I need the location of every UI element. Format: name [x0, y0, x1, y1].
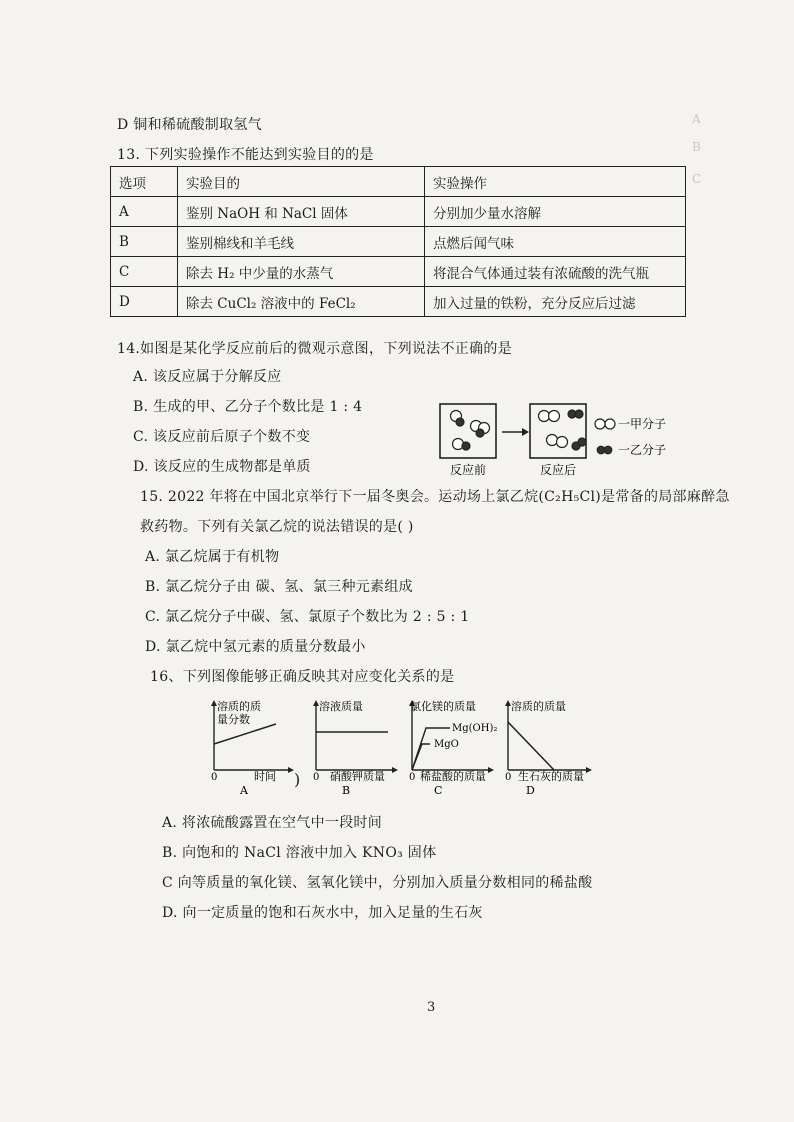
table-cell: C	[111, 257, 178, 287]
q15-option-c: C. 氯乙烷分子中碳、氢、氯原子个数比为 2 : 5 : 1	[145, 609, 470, 625]
before-label: 反应前	[450, 463, 487, 477]
graph-b-letter: B	[342, 784, 351, 797]
graph-a-curve	[214, 724, 276, 744]
graph-d-ylabel: 溶质的质量	[511, 700, 566, 713]
table-cell: A	[111, 197, 178, 227]
q16-option-b: B. 向饱和的 NaCl 溶液中加入 KNO₃ 固体	[162, 845, 437, 861]
table-header-row	[111, 167, 686, 197]
graph-b	[308, 700, 404, 797]
graph-c-origin: 0	[409, 772, 416, 783]
legend-b-label: 一乙分子	[618, 443, 667, 457]
q14-option-b: B. 生成的甲、乙分子个数比是 1 : 4	[133, 399, 363, 415]
q15-option-d: D. 氯乙烷中氢元素的质量分数最小	[145, 639, 366, 655]
q14-option-a: A. 该反应属于分解反应	[133, 369, 282, 385]
prev-option-d: D 铜和稀硫酸制取氢气	[117, 117, 262, 133]
after-label: 反应后	[540, 463, 577, 477]
q16-option-c: C 向等质量的氧化镁、氢氧化镁中，分别加入质量分数相同的稀盐酸	[162, 875, 593, 891]
q16-stem: 16、下列图像能够正确反映其对应变化关系的是	[150, 669, 455, 685]
x-axis-arrow	[488, 767, 494, 773]
graph-a-ylabel-2: 量分数	[217, 713, 250, 726]
table-cell: B	[111, 227, 178, 257]
table-cell: 除去 H₂ 中少量的水蒸气	[178, 257, 425, 287]
bleed-through-mark: B	[692, 140, 701, 154]
graph-c-letter: C	[434, 784, 443, 797]
graph-d	[500, 700, 596, 797]
graph-c-series-1: Mg(OH)₂	[452, 723, 498, 734]
q13-stem: 13. 下列实验操作不能达到实验目的的是	[117, 147, 374, 163]
q14-stem: 14.如图是某化学反应前后的微观示意图，下列说法不正确的是	[117, 341, 512, 357]
graph-d-xlabel: 生石灰的质量	[518, 770, 584, 783]
table-row	[111, 287, 686, 317]
table-header: 选项	[111, 167, 178, 197]
reaction-diagram-svg	[436, 402, 686, 478]
table-row	[111, 257, 686, 287]
before-molecules	[451, 411, 490, 451]
graph-a-xlabel: 时间	[254, 770, 276, 783]
graph-b-xlabel: 硝酸钾质量	[330, 770, 385, 783]
graph-d-origin: 0	[505, 772, 512, 783]
table-cell: 点燃后闻气味	[425, 227, 686, 257]
graph-c-ylabel: 氯化镁的质量	[410, 700, 476, 713]
q15-stem-line2: 救药物。下列有关氯乙烷的说法错误的是( )	[140, 519, 414, 535]
legend-a-label: 一甲分子	[618, 417, 667, 431]
page-number: 3	[427, 1000, 436, 1015]
graph-c-series-2: MgO	[434, 739, 459, 750]
q15-option-a: A. 氯乙烷属于有机物	[145, 549, 280, 565]
graph-a-origin: 0	[211, 772, 218, 783]
graph-a	[206, 700, 302, 797]
table-cell: D	[111, 287, 178, 317]
q16-option-a: A. 将浓硫酸露置在空气中一段时间	[162, 815, 383, 831]
table-row	[111, 227, 686, 257]
legend-b-icon	[597, 446, 612, 454]
graph-b-origin: 0	[313, 772, 320, 783]
after-molecules	[539, 410, 587, 450]
q15-option-b: B. 氯乙烷分子由 碳、氢、氯三种元素组成	[145, 579, 413, 595]
graph-a-ylabel: 溶质的质	[217, 700, 261, 713]
graph-c-xlabel: 稀盐酸的质量	[420, 770, 486, 783]
table-cell: 分别加少量水溶解	[425, 197, 686, 227]
table-cell: 鉴别棉线和羊毛线	[178, 227, 425, 257]
table-cell: 鉴别 NaOH 和 NaCl 固体	[178, 197, 425, 227]
reaction-diagram	[436, 402, 686, 478]
table-row	[111, 197, 686, 227]
graph-a-letter: A	[240, 784, 248, 797]
q16-option-d: D. 向一定质量的饱和石灰水中，加入足量的生石灰	[162, 905, 483, 921]
legend-a-icon	[595, 419, 615, 429]
graph-c	[404, 700, 500, 797]
arrow-head	[522, 428, 529, 436]
q13-table	[110, 166, 686, 317]
table-cell: 除去 CuCl₂ 溶液中的 FeCl₂	[178, 287, 425, 317]
graph-d-curve	[508, 722, 554, 770]
graph-b-ylabel: 溶液质量	[319, 700, 363, 713]
q15-stem-line1: 15. 2022 年将在中国北京举行下一届冬奥会。运动场上氯乙烷(C₂H₅Cl)是常备的局部麻醉急	[140, 489, 730, 505]
table-header: 实验目的	[178, 167, 425, 197]
x-axis-arrow	[392, 767, 398, 773]
bleed-through-mark: C	[692, 172, 702, 186]
bleed-through-mark: A	[692, 112, 701, 126]
table-header: 实验操作	[425, 167, 686, 197]
q14-option-c: C. 该反应前后原子个数不变	[133, 429, 311, 445]
table-cell: 加入过量的铁粉，充分反应后过滤	[425, 287, 686, 317]
x-axis-arrow	[586, 767, 592, 773]
q14-option-d: D. 该反应的生成物都是单质	[133, 459, 311, 475]
graph-c-curve-2	[412, 744, 430, 770]
table-cell: 将混合气体通过装有浓硫酸的洗气瓶	[425, 257, 686, 287]
graph-d-letter: D	[526, 784, 535, 797]
stray-mark: )	[294, 770, 301, 789]
